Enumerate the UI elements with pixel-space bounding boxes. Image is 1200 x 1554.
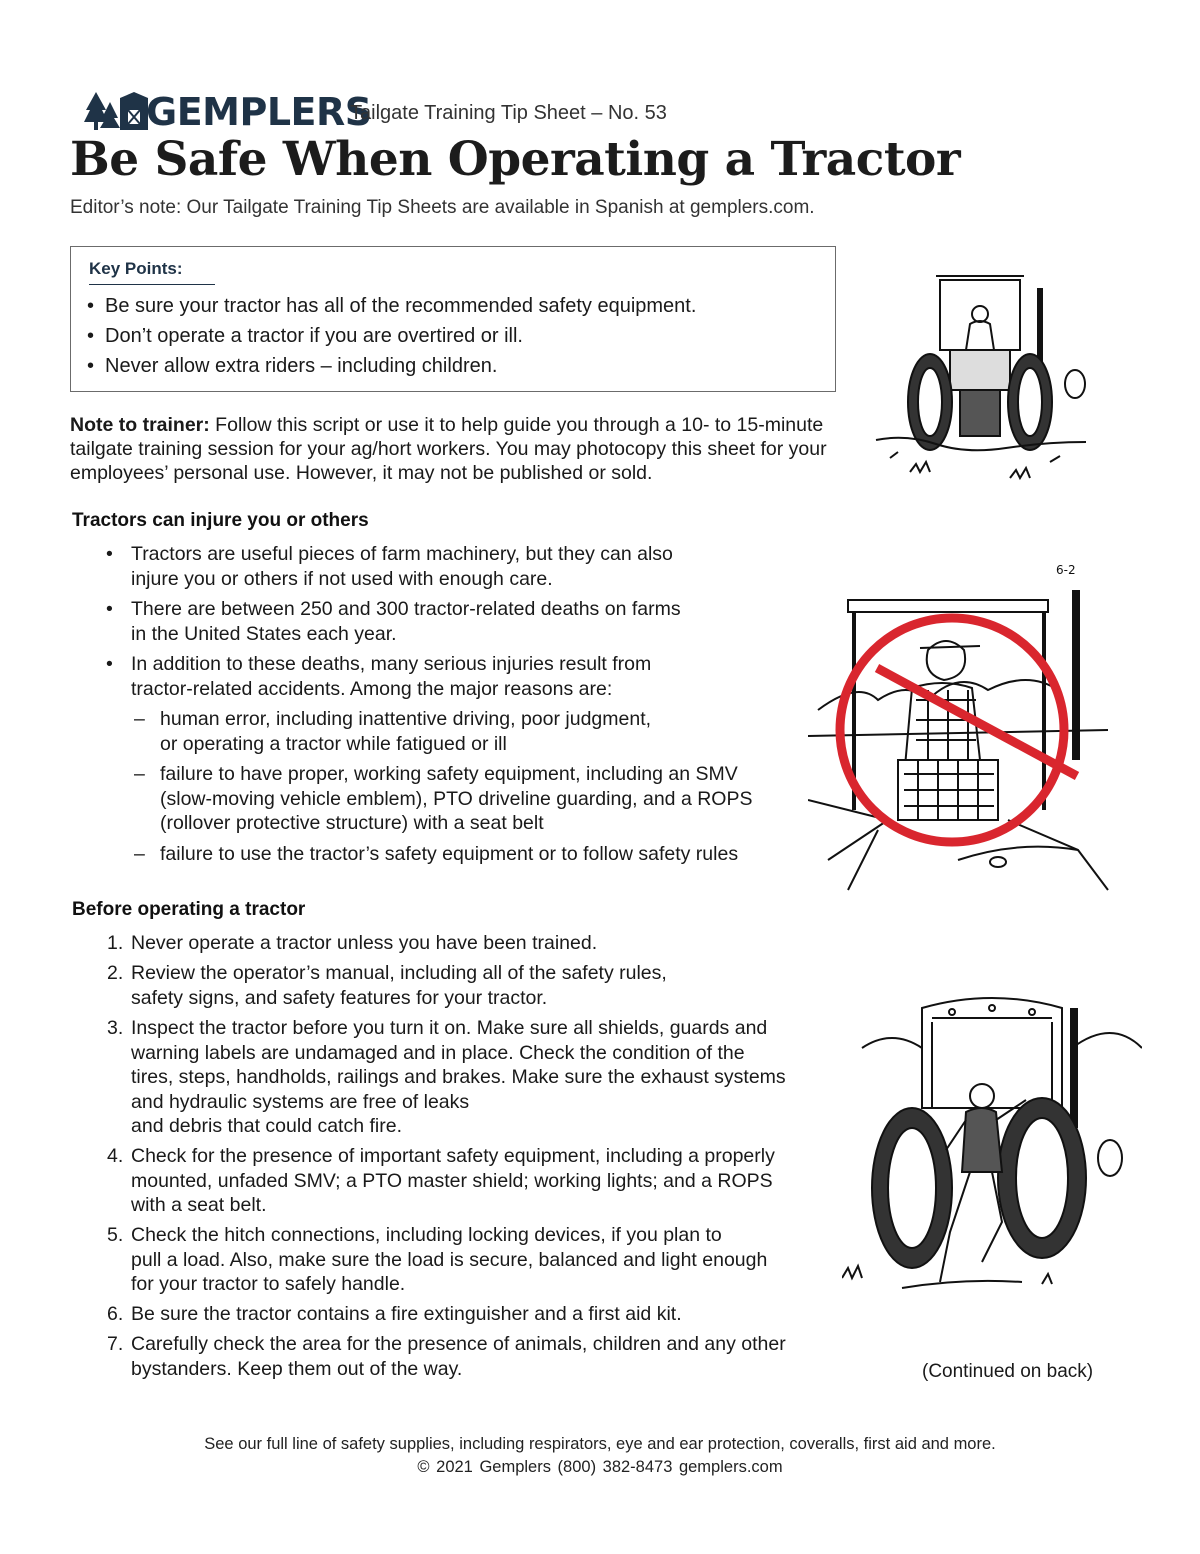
trainer-note-label: Note to trainer: [70,414,210,436]
list-item: In addition to these deaths, many serious injuries result from tractor-related accidents. Among the major reasons are: [131,653,652,700]
bullet-marker: • [106,543,113,565]
editor-note: Editor’s note: Our Tailgate Training Tip Sheets are available in Spanish at gemplers.com. [70,197,815,218]
list-number: 6. [107,1303,124,1325]
list-item: Inspect the tractor before you turn it on. Make sure all shields, guards and warning labels are undamaged and in place. Check the condition of the tires, steps, handholds, railings and brakes. Make sure the exhaust systems and hydraulic systems are free of leaks and debris that could catch fire. [131,1017,786,1137]
trainer-note-text: Follow this script or use it to help guide you through a 10- to 15-minute tailgate training session for your ag/hort workers. You may photocopy this sheet for your employees’ personal use. However, it may not be published or sold. [70,414,827,484]
key-points-heading: Key Points: [89,259,183,278]
continued-note: (Continued on back) [922,1361,1094,1382]
list-item: There are between 250 and 300 tractor-related deaths on farms in the United States each year. [131,598,681,645]
dash-marker: – [134,763,145,785]
trainer-note [70,413,870,485]
dash-marker: – [134,708,145,730]
sub-list-item: human error, including inattentive driving, poor judgment, or operating a tractor while fatigued or ill [160,708,652,755]
section-heading: Tractors can injure you or others [72,510,369,531]
no-riders-icon [808,560,1122,912]
sub-list-item: failure to have proper, working safety equipment, including an SMV (slow-moving vehicle emblem), PTO driveline guarding, and a ROPS (rollover protective structure) with a seat belt [160,763,753,834]
bullet-marker: • [106,598,113,620]
list-number: 5. [107,1224,124,1246]
list-item: Be sure the tractor contains a fire extinguisher and a first aid kit. [131,1303,682,1325]
list-item: Check for the presence of important safety equipment, including a properly mounted, unfaded SMV; a PTO master shield; working lights; and a ROPS with a seat belt. [131,1145,775,1216]
footer-contact: © 2021 Gemplers (800) 382-8473 gemplers.com [417,1458,783,1476]
list-number: 2. [107,962,124,984]
brand-wordmark: GEMPLERS [146,90,372,134]
dash-marker: – [134,843,145,865]
list-item: Tractors are useful pieces of farm machinery, but they can also injure you or others if not used with enough care. [131,543,673,590]
footer-promo: See our full line of safety supplies, including respirators, eye and ear protection, coveralls, first aid and more. [204,1435,996,1453]
list-item: Review the operator’s manual, including all of the safety rules, safety signs, and safety features for your tractor. [131,962,667,1009]
key-point: • Be sure your tractor has all of the recommended safety equipment. [87,295,697,317]
list-item: Carefully check the area for the presence of animals, children and any other bystanders. Keep them out of the way. [131,1333,786,1380]
svg-text:6-2: 6-2 [1056,563,1076,577]
list-number: 7. [107,1333,124,1355]
key-points-box [70,246,836,392]
list-item: Check the hitch connections, including locking devices, if you plan to pull a load. Also, make sure the load is secure, balanced and light enough for your tractor to safely handle. [131,1224,768,1295]
section-heading: Before operating a tractor [72,899,306,920]
key-point: • Never allow extra riders – including children. [87,355,498,377]
bullet-marker: • [106,653,113,675]
tractor-mounting-icon [842,988,1142,1310]
list-number: 1. [107,932,124,954]
sheet-label: Tailgate Training Tip Sheet – No. 53 [350,102,667,124]
tractor-icon [870,272,1090,500]
list-number: 3. [107,1017,124,1039]
page-title: Be Safe When Operating a Tractor [70,132,961,187]
key-point: • Don’t operate a tractor if you are overtired or ill. [87,325,523,347]
list-number: 4. [107,1145,124,1167]
sub-list-item: failure to use the tractor’s safety equipment or to follow safety rules [160,843,739,865]
list-item: Never operate a tractor unless you have been trained. [131,932,598,954]
key-points-underline [89,284,215,285]
